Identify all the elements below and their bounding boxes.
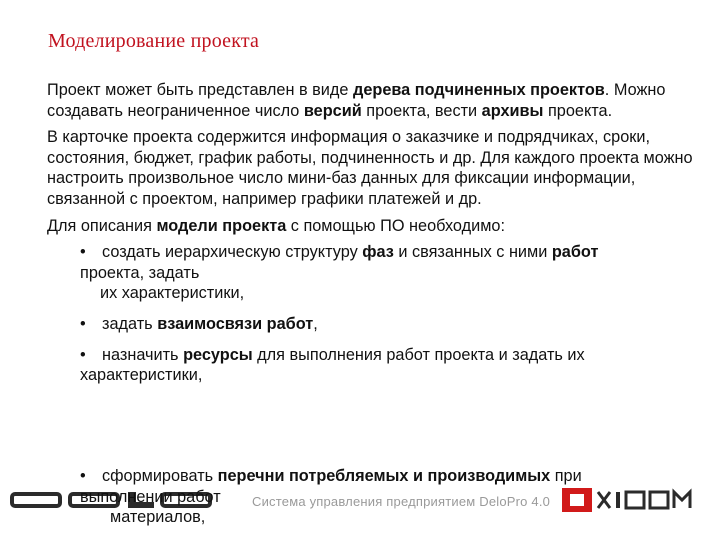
bullet-4-line-2: выполнении работ <box>80 487 221 506</box>
p1-text-3: проекта, вести <box>361 101 482 120</box>
bullet-4-line-3: материалов, <box>110 508 206 527</box>
slide-body <box>47 80 697 396</box>
bullet-4-bold-b: перечни потребляемых и производимых <box>217 467 551 485</box>
bullet-item-1 <box>47 242 697 304</box>
p1-bold-3: архивы <box>481 101 544 120</box>
bullet-1-line-1 <box>80 242 697 263</box>
p1-text-4: проекта. <box>543 101 613 120</box>
p3-text-1: Для описания <box>47 216 157 235</box>
bullet-item-4 <box>80 466 700 528</box>
footer-product-text: Система управления предприятием DeloPro 4.0 <box>252 494 551 509</box>
bullet-2-bold-b: взаимосвязи работ <box>157 314 314 333</box>
bullet-1-bold-d: работ <box>551 243 599 262</box>
bullet-item-3 <box>47 345 697 386</box>
bullet-2-text-a: задать <box>102 314 158 333</box>
paragraph-3 <box>47 216 697 237</box>
bullet-list <box>47 242 697 386</box>
bullet-1-text-c: и связанных с ними <box>393 243 552 262</box>
bullet-3-bold-b: ресурсы <box>183 345 253 364</box>
p1-bold-1: дерева подчиненных проектов <box>352 81 605 99</box>
p3-text-2: с помощью ПО необходимо: <box>286 216 505 235</box>
paragraph-2: В карточке проекта содержится информация о заказчике и подрядчиках, сроки, состояния, бюджет, график работы, подчиненность и др. Для каждого проекта можно настроить произвольное число мини-баз данных для фиксации информации, связанной с проектом, например графики платежей и др. <box>47 128 693 208</box>
bullet-3-text-a: назначить <box>102 345 184 364</box>
p3-bold-1: модели проекта <box>156 216 287 235</box>
p1-text-1: Проект может быть представлен в виде <box>47 81 353 99</box>
bullet-item-2 <box>47 314 697 335</box>
p1-bold-2: версий <box>303 101 362 120</box>
bullet-1-line-3: их характеристики, <box>100 284 245 303</box>
bullet-4-text-c: при <box>550 467 582 485</box>
bullet-1-line-2: проекта, задать <box>80 263 200 282</box>
bullet-marker: • <box>80 345 86 364</box>
bullet-3-text-c: для выполнения работ проекта и задать их <box>252 345 585 364</box>
bullet-3-line-1 <box>80 345 697 366</box>
slide-title: Моделирование проекта <box>48 30 260 52</box>
bullet-4-line-1 <box>80 466 700 487</box>
bullet-marker: • <box>80 467 86 485</box>
bullet-marker: • <box>80 243 86 262</box>
paragraph-1 <box>47 80 697 121</box>
bullet-1-text-a: создать иерархическую структуру <box>102 243 363 262</box>
bullet-4-text-a: сформировать <box>102 467 218 485</box>
bullet-2-text-c: , <box>313 314 318 333</box>
bullet-1-bold-b: фаз <box>362 243 394 262</box>
bullet-3-line-2: характеристики, <box>80 366 203 385</box>
p1-text-2: . Можно создавать неограниченное число <box>47 81 666 120</box>
bullet-marker: • <box>80 314 86 333</box>
